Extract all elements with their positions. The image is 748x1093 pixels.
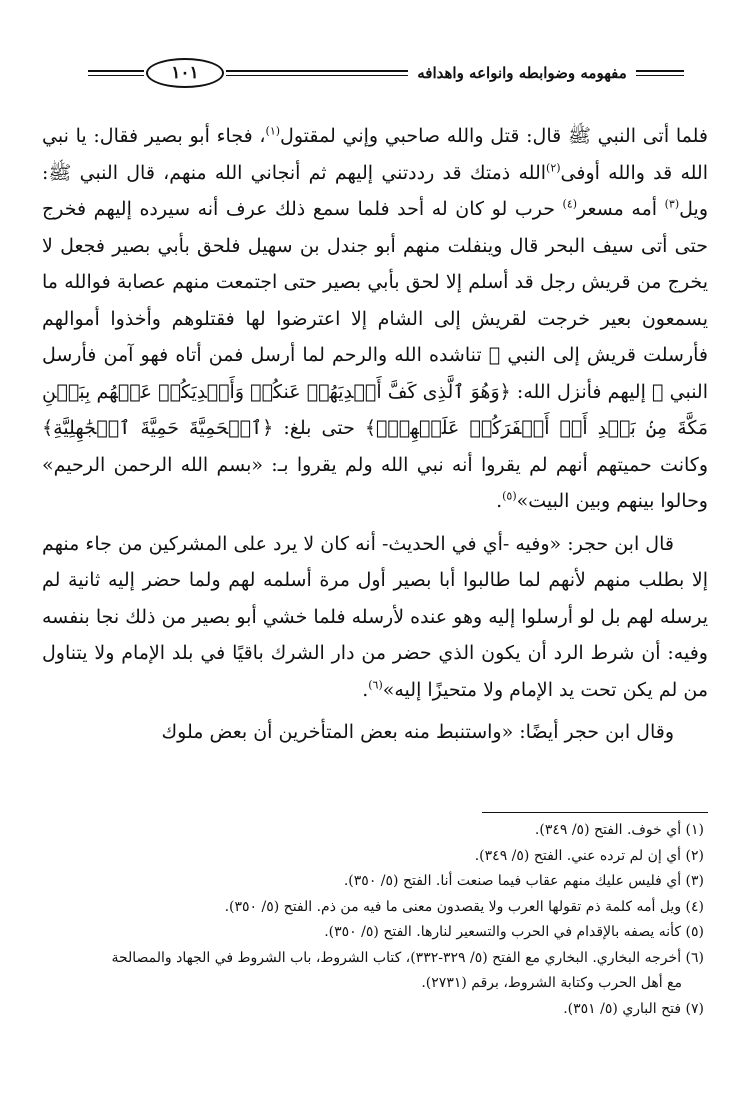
running-title: مفهومه وضوابطه وانواعه واهدافه	[417, 64, 627, 82]
footnote-separator	[482, 812, 708, 813]
footnote-marker: (٢)	[546, 161, 561, 175]
footnote: (٧) فتح الباري (٥/ ٣٥١).	[563, 1000, 704, 1017]
text-run: فلما أتى النبي ﷺ قال: قتل والله صاحبي وإني لمقتول	[280, 125, 708, 147]
text-run: حرب لو كان له أحد فلما سمع ذلك عرف أنه سيرده إليهم فخرج حتى أتى سيف البحر قال وينفلت منهم أبو جندل بن سهيل فلحق بأبي بصير فجعل لا يخرج من قريش رجل قد أسلم إلا لحق بأبي بصير حتى اجتمعت منهم عصابة فوالله ما يسمعون بعير خرجت لقريش إلى الشام إلا اعترضوا لها فقتلوهم وأخذوا أموالهم فأرسلت قريش إلى النبي ﷺ تناشده الله والرحم لما أرسل فمن أتاه فهو آمن فأرسل النبي ﷺ إليهم فأنزل الله: ﴿وَهُوَ ٱلَّذِى كَفَّ أَيۡدِيَهُمۡ عَنكُمۡ وَأَيۡدِيَكُمۡ عَنۡهُم بِبَطۡنِ مَكَّةَ مِنۢ بَعۡدِ أَنۡ أَظۡفَرَكُمۡ عَلَيۡهِمۡۚ﴾ حتى بلغ: ﴿ٱلۡحَمِيَّةَ حَمِيَّةَ ٱلۡجَٰهِلِيَّةِ﴾ وكانت حميتهم أنهم لم يقروا أنه نبي الله ولم يقروا بـ: «بسم الله الرحمن الرحيم» وحالوا بينهم وبين البيت»	[42, 198, 708, 512]
footnote-marker: (٥)	[502, 489, 517, 503]
paragraph	[42, 714, 708, 751]
header-rule	[88, 75, 144, 76]
text-run: ، فجاء أبو بصير فقال: يا نبي الله قد والله أوفى	[42, 125, 709, 184]
text-run: وقال ابن حجر أيضًا: «واستنبط منه بعض المتأخرين أن بعض ملوك	[161, 721, 674, 743]
footnote: (١) أي خوف. الفتح (٥/ ٣٤٩).	[534, 822, 704, 838]
page-header	[88, 58, 684, 100]
footnote-marker: (٤)	[562, 197, 578, 211]
footnote-marker: (٣)	[664, 197, 680, 211]
footnote: (٢) أي إن لم ترده عني. الفتح (٥/ ٣٤٩).	[474, 847, 704, 864]
text-run: .	[362, 678, 369, 701]
text-run: الله ذمتك قد رددتني إليهم ثم أنجاني الله منهم، قال النبي ﷺ: ويل	[42, 161, 708, 220]
footnote: (٤) ويل أمه كلمة ذم تقولها العرب ولا يقصدون معنى ما فيه من ذم. الفتح (٥/ ٣٥٠).	[224, 898, 704, 915]
text-run: قال ابن حجر: «وفيه -أي في الحديث- أنه كان لا يرد على المشركين من جاء منهم إلا بطلب منهم لأنهم لما طالبوا أبا بصير أول مرة أسلمه لهم ولما حضر إليه ثانية لم يرسله لهم بل لو أرسلوا إليه وهو عنده لأرسله فلما خشي أبو بصير من ذلك نجا بنفسه وفيه: أن شرط الرد أن يكون الذي حضر من دار الشرك باقيًا في بلد الإمام ولا يتناول من لم يكن تحت يد الإمام ولا متحيزًا إليه»	[42, 532, 708, 701]
paragraph	[42, 118, 708, 520]
header-rule	[226, 70, 408, 72]
footnote-marker: (٦)	[368, 678, 383, 692]
footnotes	[42, 818, 708, 1022]
text-run: أمه مسعر	[577, 198, 665, 220]
header-rule	[636, 70, 684, 72]
footnote-marker: (١)	[265, 124, 281, 138]
paragraph	[42, 526, 708, 709]
footnote-continuation: مع أهل الحرب وكتابة الشروط، برقم (٢٧٣١).	[421, 975, 682, 991]
header-rule	[636, 75, 684, 76]
footnote: (٣) أي فليس عليك منهم عقاب فيما صنعت أنا. الفتح (٥/ ٣٥٠).	[343, 873, 704, 889]
footnote: (٥) كأنه يصفه بالإقدام في الحرب والتسعير لنارها. الفتح (٥/ ٣٥٠).	[324, 924, 704, 940]
text-run: .	[496, 490, 503, 512]
header-rule	[88, 70, 144, 72]
body-text	[42, 118, 708, 751]
footnote: (٦) أخرجه البخاري. البخاري مع الفتح (٥/ ٣٢٩-٣٣٢)، كتاب الشروط، باب الشروط في الجهاد والمصالحة	[111, 949, 704, 966]
header-rule	[226, 75, 408, 76]
page-number: ١٠١	[146, 58, 224, 88]
